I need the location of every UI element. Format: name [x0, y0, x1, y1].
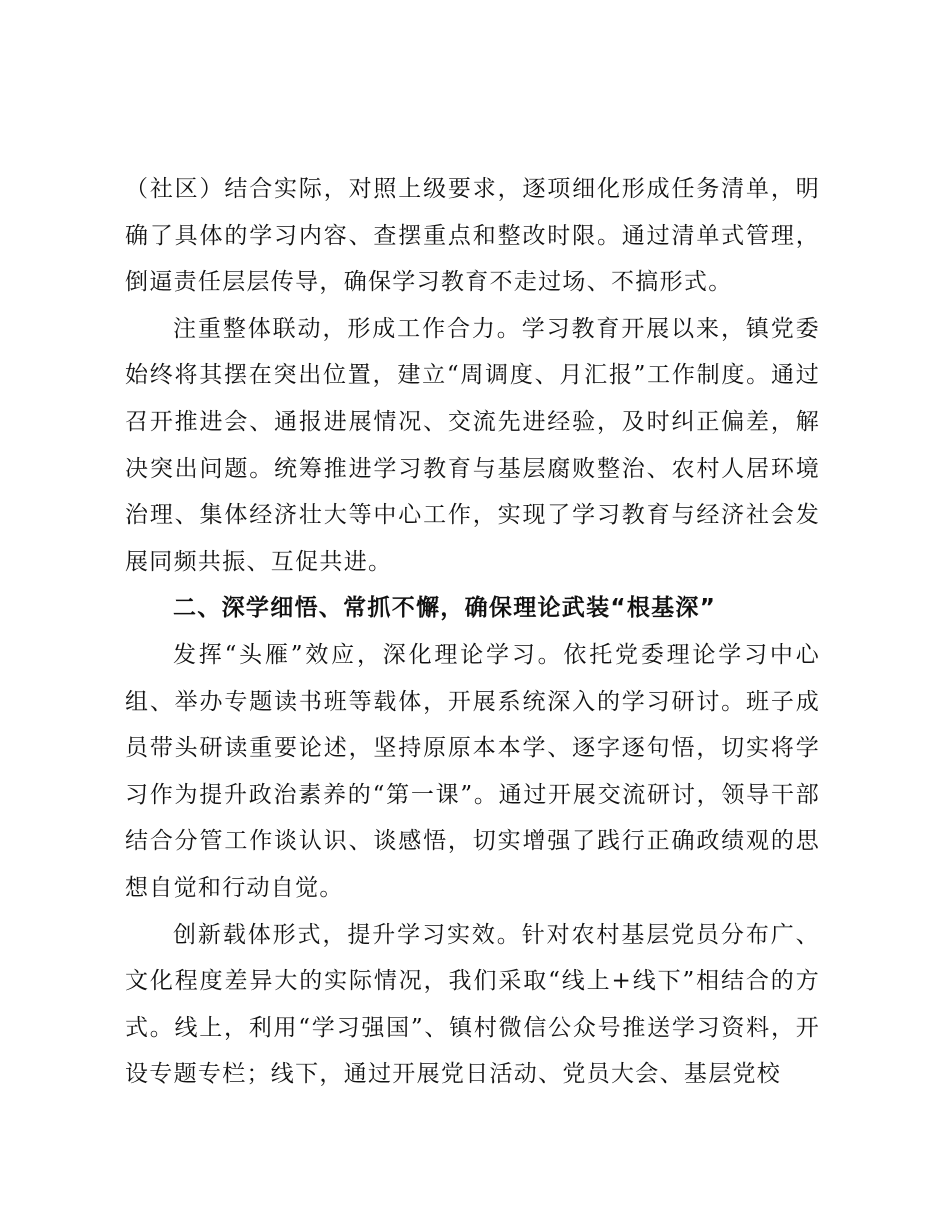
document-body	[125, 166, 820, 1098]
section-heading-two: 二、深学细悟、常抓不懈，确保理论武装“根基深”	[173, 595, 717, 622]
body-paragraph-continued: （社区）结合实际，对照上级要求，逐项细化形成任务清单，明确了具体的学习内容、查摆重点和整改时限。通过清单式管理，倒逼责任层层传导，确保学习教育不走过场、不搞形式。	[125, 176, 820, 296]
body-paragraph-innovative-carriers: 创新载体形式，提升学习实效。针对农村基层党员分布广、文化程度差异大的实际情况，我们采取“线上+线下”相结合的方式。线上，利用“学习强国”、镇村微信公众号推送学习资料，开设专题专栏；线下，通过开展党日活动、党员大会、基层党校	[125, 921, 820, 1088]
body-paragraph-theory-study: 发挥“头雁”效应，深化理论学习。依托党委理论学习中心组、举办专题读书班等载体，开展系统深入的学习研讨。班子成员带头研读重要论述，坚持原原本本学、逐字逐句悟，切实将学习作为提升政治素养的“第一课”。通过开展交流研讨，领导干部结合分管工作谈认识、谈感悟，切实增强了践行正确政绩观的思想自觉和行动自觉。	[125, 641, 820, 901]
body-paragraph-overall-coordination: 注重整体联动，形成工作合力。学习教育开展以来，镇党委始终将其摆在突出位置，建立“周调度、月汇报”工作制度。通过召开推进会、通报进展情况、交流先进经验，及时纠正偏差，解决突出问题。统筹推进学习教育与基层腐败整治、农村人居环境治理、集体经济壮大等中心工作，实现了学习教育与经济社会发展同频共振、互促共进。	[125, 315, 820, 575]
